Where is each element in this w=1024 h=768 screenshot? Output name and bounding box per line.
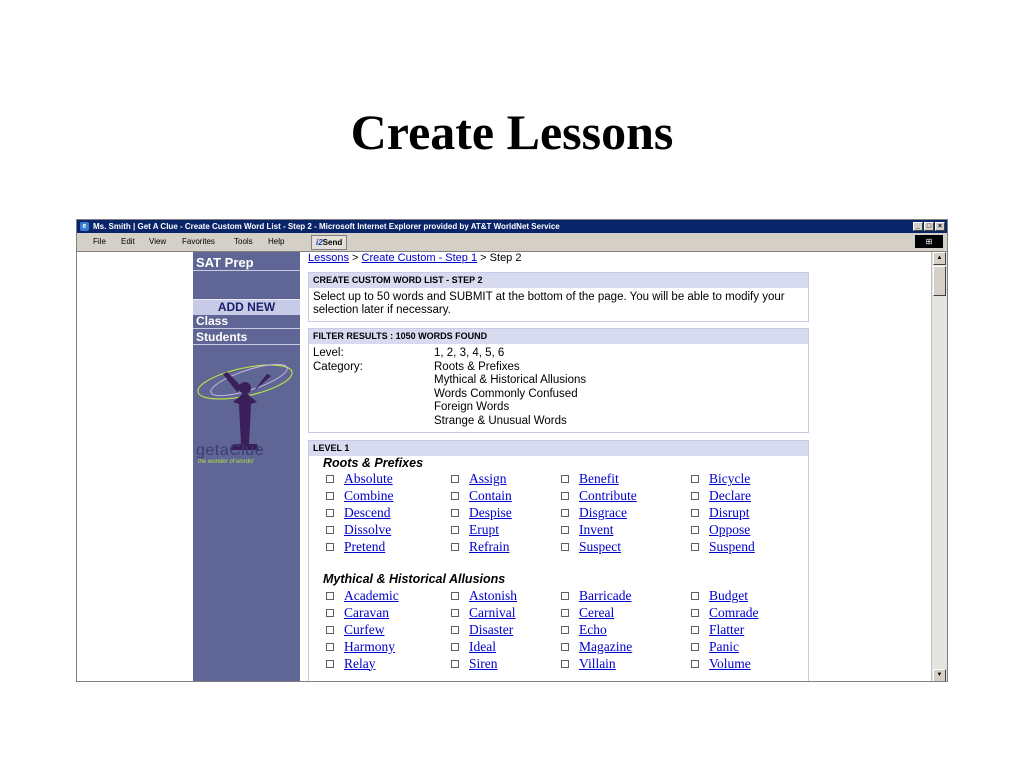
word-checkbox[interactable] — [561, 660, 569, 668]
word-link[interactable]: Refrain — [469, 538, 510, 554]
scroll-thumb[interactable] — [933, 266, 946, 296]
window-titlebar[interactable] — [77, 220, 947, 233]
word-link[interactable]: Invent — [579, 521, 614, 537]
word-option — [561, 605, 691, 622]
word-checkbox[interactable] — [691, 526, 699, 534]
word-link[interactable]: Disrupt — [709, 504, 750, 520]
word-link[interactable]: Curfew — [344, 621, 385, 637]
word-link[interactable]: Descend — [344, 504, 391, 520]
word-option — [451, 521, 561, 538]
window-controls — [913, 222, 945, 231]
word-option — [451, 538, 561, 555]
word-checkbox[interactable] — [691, 609, 699, 617]
sidebar-item-sat-prep[interactable]: SAT Prep — [193, 254, 300, 271]
word-checkbox[interactable] — [561, 492, 569, 500]
word-checkbox[interactable] — [561, 475, 569, 483]
word-link[interactable]: Academic — [344, 588, 399, 604]
word-checkbox[interactable] — [451, 475, 459, 483]
word-grid — [326, 471, 796, 555]
word-link[interactable]: Declare — [709, 488, 751, 504]
sidebar-item-class[interactable]: Class — [193, 314, 300, 329]
word-checkbox[interactable] — [561, 643, 569, 651]
menu-bar — [77, 233, 947, 252]
word-option — [326, 538, 451, 555]
word-link[interactable]: Siren — [469, 655, 498, 671]
word-option — [691, 638, 796, 655]
menu-tools[interactable]: Tools — [234, 237, 253, 246]
word-link[interactable]: Panic — [709, 638, 739, 654]
word-checkbox[interactable] — [451, 609, 459, 617]
menu-view[interactable]: View — [149, 237, 167, 246]
word-link[interactable]: Suspect — [579, 538, 621, 554]
group-title: Mythical & Historical Allusions — [323, 572, 506, 586]
word-link[interactable]: Magazine — [579, 638, 633, 654]
level-panel — [308, 440, 809, 682]
get-a-clue-logo-text: getaClue — [196, 442, 265, 459]
group-title: Roots & Prefixes — [323, 456, 424, 470]
menu-favorites[interactable]: Favorites — [182, 237, 215, 246]
word-checkbox[interactable] — [326, 609, 334, 617]
word-checkbox[interactable] — [561, 509, 569, 517]
word-option — [326, 638, 451, 655]
word-option — [691, 655, 796, 672]
word-checkbox[interactable] — [326, 660, 334, 668]
ie-icon: e — [80, 222, 89, 231]
word-checkbox[interactable] — [691, 660, 699, 668]
word-checkbox[interactable] — [451, 492, 459, 500]
word-option — [451, 488, 561, 505]
word-option — [451, 638, 561, 655]
word-link[interactable]: Suspend — [709, 538, 755, 554]
word-checkbox[interactable] — [451, 643, 459, 651]
filter-category-value: Foreign Words — [434, 401, 510, 413]
send-label: Send — [322, 238, 343, 247]
word-checkbox[interactable] — [326, 492, 334, 500]
minimize-button[interactable]: _ — [913, 222, 923, 231]
word-checkbox[interactable] — [691, 475, 699, 483]
word-option — [561, 622, 691, 639]
maximize-button[interactable]: □ — [924, 222, 934, 231]
word-checkbox[interactable] — [691, 543, 699, 551]
word-link[interactable]: Contribute — [579, 488, 637, 504]
word-option — [561, 521, 691, 538]
filter-category-value: Strange & Unusual Words — [434, 414, 567, 427]
filter-level-value: 1, 2, 3, 4, 5, 6 — [434, 347, 505, 359]
step-panel — [308, 272, 809, 322]
word-option — [451, 588, 561, 605]
menu-file[interactable]: File — [93, 237, 106, 246]
word-option — [326, 655, 451, 672]
word-link[interactable]: Flatter — [709, 621, 745, 637]
vertical-scrollbar[interactable] — [931, 252, 947, 682]
word-checkbox[interactable] — [451, 592, 459, 600]
word-checkbox[interactable] — [691, 643, 699, 651]
word-option — [561, 588, 691, 605]
word-option — [451, 605, 561, 622]
word-link[interactable]: Contain — [469, 488, 512, 504]
word-link[interactable]: Relay — [344, 655, 376, 671]
sidebar-item-students[interactable]: Students — [193, 330, 300, 345]
word-option — [691, 505, 796, 522]
breadcrumb-lessons-link[interactable]: Lessons — [308, 252, 349, 264]
word-checkbox[interactable] — [451, 526, 459, 534]
word-link[interactable]: Benefit — [579, 471, 619, 487]
word-link[interactable]: Astonish — [469, 588, 518, 604]
close-button[interactable]: × — [935, 222, 945, 231]
word-checkbox[interactable] — [561, 609, 569, 617]
word-checkbox[interactable] — [691, 492, 699, 500]
word-checkbox[interactable] — [326, 475, 334, 483]
word-checkbox[interactable] — [561, 626, 569, 634]
scroll-down-icon[interactable]: ▼ — [933, 669, 946, 682]
word-option — [326, 588, 451, 605]
word-link[interactable]: Assign — [469, 471, 507, 487]
word-option — [561, 488, 691, 505]
word-option — [326, 471, 451, 488]
word-option — [691, 471, 796, 488]
word-link[interactable]: Barricade — [579, 588, 632, 604]
word-link[interactable]: Cereal — [579, 605, 615, 621]
word-checkbox[interactable] — [326, 626, 334, 634]
word-option — [326, 521, 451, 538]
filter-values — [434, 347, 586, 428]
word-link[interactable]: Bicycle — [709, 471, 751, 487]
word-option — [451, 471, 561, 488]
filter-category-value: Words Commonly Confused — [434, 387, 578, 400]
word-option — [691, 622, 796, 639]
breadcrumb-separator: > — [352, 252, 359, 264]
breadcrumb-step1-link[interactable]: Create Custom - Step 1 — [361, 252, 478, 264]
word-checkbox[interactable] — [451, 543, 459, 551]
word-link[interactable]: Carnival — [469, 605, 516, 621]
word-checkbox[interactable] — [451, 509, 459, 517]
word-checkbox[interactable] — [326, 592, 334, 600]
window-title: Ms. Smith | Get A Clue - Create Custom Word List - Step 2 - Microsoft Internet Explorer provided by AT&T WorldNet Service — [93, 222, 560, 231]
step-panel-instructions: Select up to 50 words and SUBMIT at the bottom of the page. You will be able to modify your selection later if necessary. — [313, 291, 785, 316]
word-link[interactable]: Budget — [709, 588, 748, 604]
word-link[interactable]: Combine — [344, 488, 394, 504]
sidebar — [193, 252, 300, 682]
word-checkbox[interactable] — [691, 626, 699, 634]
word-link[interactable]: Oppose — [709, 521, 751, 537]
word-checkbox[interactable] — [326, 643, 334, 651]
breadcrumb-separator: > — [480, 252, 487, 264]
filter-category-label: Category: — [313, 360, 363, 373]
word-checkbox[interactable] — [326, 509, 334, 517]
word-option — [691, 605, 796, 622]
word-option — [691, 588, 796, 605]
word-link[interactable]: Pretend — [344, 538, 386, 554]
word-option — [326, 488, 451, 505]
scroll-up-icon[interactable]: ▲ — [933, 252, 946, 265]
filter-panel — [308, 328, 809, 433]
page-content — [77, 252, 932, 682]
word-link[interactable]: Disaster — [469, 621, 514, 637]
word-option — [561, 638, 691, 655]
word-link[interactable]: Absolute — [344, 471, 393, 487]
send-icon: i2 — [316, 238, 323, 247]
word-option — [561, 505, 691, 522]
word-link[interactable]: Disgrace — [579, 504, 627, 520]
logo-tagline: the wonder of words! — [198, 459, 254, 465]
word-option — [691, 538, 796, 555]
word-link[interactable]: Caravan — [344, 605, 389, 621]
word-link[interactable]: Comrade — [709, 605, 759, 621]
browser-throbber-icon: ⊞ — [915, 235, 943, 248]
filter-category-value: Roots & Prefixes — [434, 360, 520, 373]
word-link[interactable]: Harmony — [344, 638, 395, 654]
word-option — [691, 488, 796, 505]
word-option — [561, 655, 691, 672]
filter-panel-header: FILTER RESULTS : 1050 WORDS FOUND — [309, 329, 808, 344]
word-option — [451, 622, 561, 639]
word-link[interactable]: Villain — [579, 655, 616, 671]
word-checkbox[interactable] — [451, 660, 459, 668]
word-link[interactable]: Dissolve — [344, 521, 392, 537]
filter-level-label: Level: — [313, 347, 344, 359]
step-panel-header: CREATE CUSTOM WORD LIST - STEP 2 — [309, 273, 808, 288]
word-link[interactable]: Volume — [709, 655, 751, 671]
word-option — [326, 505, 451, 522]
word-link[interactable]: Erupt — [469, 521, 499, 537]
slide-title: Create Lessons — [350, 104, 674, 160]
word-option — [326, 622, 451, 639]
word-checkbox[interactable] — [691, 509, 699, 517]
word-option — [326, 605, 451, 622]
word-link[interactable]: Despise — [469, 504, 512, 520]
word-checkbox[interactable] — [561, 543, 569, 551]
word-grid — [326, 588, 796, 672]
word-link[interactable]: Echo — [579, 621, 607, 637]
word-option — [451, 655, 561, 672]
menu-edit[interactable]: Edit — [121, 237, 135, 246]
breadcrumb-current: Step 2 — [489, 252, 522, 264]
browser-window — [76, 219, 948, 682]
word-checkbox[interactable] — [561, 526, 569, 534]
level-panel-header: LEVEL 1 — [309, 441, 808, 456]
sidebar-add-new-heading: ADD NEW — [193, 299, 300, 315]
word-checkbox[interactable] — [326, 526, 334, 534]
word-checkbox[interactable] — [691, 592, 699, 600]
word-link[interactable]: Ideal — [469, 638, 496, 654]
send-button[interactable] — [311, 235, 347, 250]
word-option — [691, 521, 796, 538]
menu-help[interactable]: Help — [268, 237, 285, 246]
word-checkbox[interactable] — [326, 543, 334, 551]
filter-category-value: Mythical & Historical Allusions — [434, 374, 587, 386]
word-option — [561, 471, 691, 488]
word-checkbox[interactable] — [561, 592, 569, 600]
word-option — [451, 505, 561, 522]
word-option — [561, 538, 691, 555]
word-checkbox[interactable] — [451, 626, 459, 634]
breadcrumb — [308, 252, 521, 264]
